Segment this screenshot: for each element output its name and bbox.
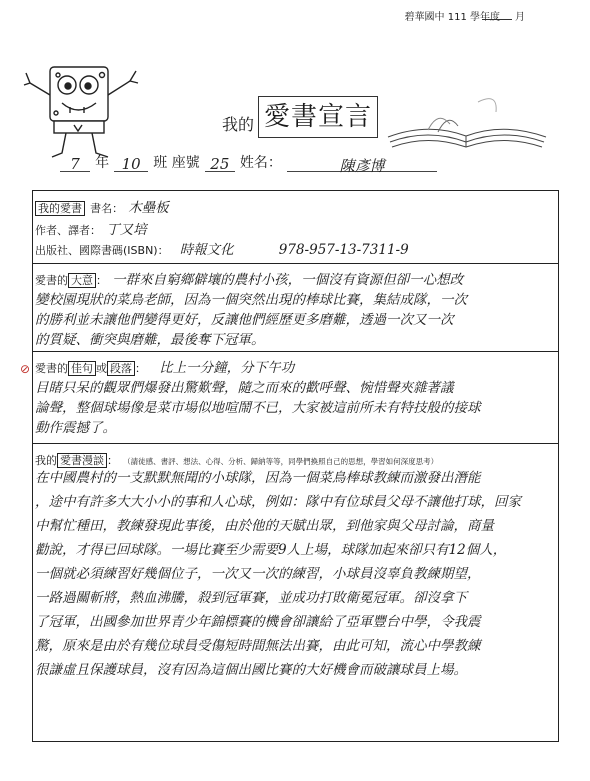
book-label-box: 我的愛書 xyxy=(35,201,85,216)
quote-line: 動作震撼了。 xyxy=(35,420,116,436)
reflection-line: 在中國農村的一支默默無聞的小球隊，因為一個菜鳥棒球教練而激發出潛能 xyxy=(35,470,481,486)
seat-value: 25 xyxy=(205,155,235,172)
reflection-line: ，途中有許多大大小小的事和人心球，例如：隊中有位球員父母不讓他打球，回家 xyxy=(35,494,521,510)
publisher-row xyxy=(35,239,409,261)
student-info-row xyxy=(60,152,520,176)
quote-label-box-1: 佳句 xyxy=(68,361,96,376)
red-correction-mark: ⊘ xyxy=(20,362,31,376)
reflection-label-box: 愛書漫談 xyxy=(57,453,107,468)
book-title-label: 書名： xyxy=(90,202,124,215)
book-declaration-form xyxy=(32,190,559,742)
school-year-text: 碧華國中 111 學年度 xyxy=(404,12,500,23)
summary-label-box: 大意 xyxy=(68,273,96,288)
reflection-note: （請徒感、書評、想法、心得、分析、歸納等等，同學們換照自己的思想，學習如何深度思考） xyxy=(123,457,439,466)
open-book-icon xyxy=(378,92,553,152)
page-title: 愛書宣言 xyxy=(258,96,378,138)
grade-label: 年 xyxy=(95,155,110,171)
school-year-header xyxy=(405,8,500,23)
summary-line: 變校園現狀的菜鳥老師，因為一個突然出現的棒球比賽，集結成隊，一次 xyxy=(35,292,467,308)
summary-line: 的勝利並未讓他們變得更好，反讓他們經歷更多磨難，透過一次又一次 xyxy=(35,312,454,328)
quote-label-box-2: 段落 xyxy=(107,361,135,376)
grade-value: 7 xyxy=(60,155,90,172)
summary-line: 的質疑、衝突與磨難，最後奪下冠軍。 xyxy=(35,332,265,348)
book-info-section xyxy=(33,191,558,264)
reflection-section xyxy=(33,443,558,741)
author-label: 作者、譯者： xyxy=(35,224,101,237)
reflection-header-row xyxy=(35,449,438,468)
isbn-value: 978-957-13-7311-9 xyxy=(278,242,409,258)
reflection-line: 勸說，才得已回球隊。一場比賽至少需要9人上場，球隊加起來卻只有12個人， xyxy=(35,542,507,558)
sponge-mascot-illustration xyxy=(22,55,142,165)
quote-line: 論聲，整個球場像是菜市場似地喧鬧不已，大家被這前所未有特技般的接球 xyxy=(35,400,481,416)
reflection-label-prefix: 我的 xyxy=(35,454,57,467)
name-label: 姓名： xyxy=(239,155,282,171)
month-label: 月 xyxy=(515,12,525,23)
author-value: 丁又培 xyxy=(106,222,147,238)
month-blank-line xyxy=(482,19,512,20)
reflection-line: 很謙虛且保護球員，沒有因為這個出國比賽的大好機會而破讓球員上場。 xyxy=(35,662,467,678)
reflection-line: 一個就必須練習好幾個位子，一次又一次的練習，小球員沒辜負教練期望， xyxy=(35,566,481,582)
reflection-line: 驚，原來是由於有幾位球員受傷短時間無法出賽，由此可知，流心中學教練 xyxy=(35,638,481,654)
summary-line-0-row xyxy=(35,269,463,291)
reflection-line: 了冠軍，出國參加世界青少年錦標賽的機會卻讓給了亞軍豐台中學，令我震 xyxy=(35,614,481,630)
reflection-line: 一路過關斬將，熱血沸騰，殺到冠軍賽，並成功打敗衛冕冠軍。卻沒拿下 xyxy=(35,590,467,606)
class-seat-label: 班 座號 xyxy=(153,155,200,171)
quote-first-line: 比上一分鐘，分下午功 xyxy=(159,360,295,376)
quote-label-suffix: ： xyxy=(135,362,146,375)
summary-label-suffix: ： xyxy=(96,274,107,287)
quote-line: 目睹只呆的觀眾們爆發出驚歎聲，隨之而來的歡呼聲、惋惜聲夾雜著議 xyxy=(35,380,454,396)
quote-section xyxy=(33,351,558,444)
book-title-row xyxy=(35,197,169,219)
name-value: 陳彥博 xyxy=(287,155,437,172)
publisher-value: 時報文化 xyxy=(179,242,234,258)
author-row xyxy=(35,219,147,241)
summary-section xyxy=(33,263,558,352)
quote-header-row xyxy=(35,357,294,379)
publisher-label: 出版社、國際書碼(ISBN)： xyxy=(35,244,169,257)
quote-label-mid: 或 xyxy=(96,362,107,375)
title-prefix: 我的 xyxy=(222,115,255,134)
book-title-value: 木壘板 xyxy=(128,200,169,216)
class-value: 10 xyxy=(114,155,148,172)
summary-line: 一群來自窮鄉僻壤的農村小孩，一個沒有資源但卻一心想改 xyxy=(112,272,464,288)
quote-label-prefix: 愛書的 xyxy=(35,362,68,375)
reflection-label-suffix: ： xyxy=(107,454,118,467)
reflection-line: 中幫忙種田，教練發現此事後，由於他的天賦出眾，到他家與父母討論，商量 xyxy=(35,518,494,534)
summary-label-prefix: 愛書的 xyxy=(35,274,68,287)
